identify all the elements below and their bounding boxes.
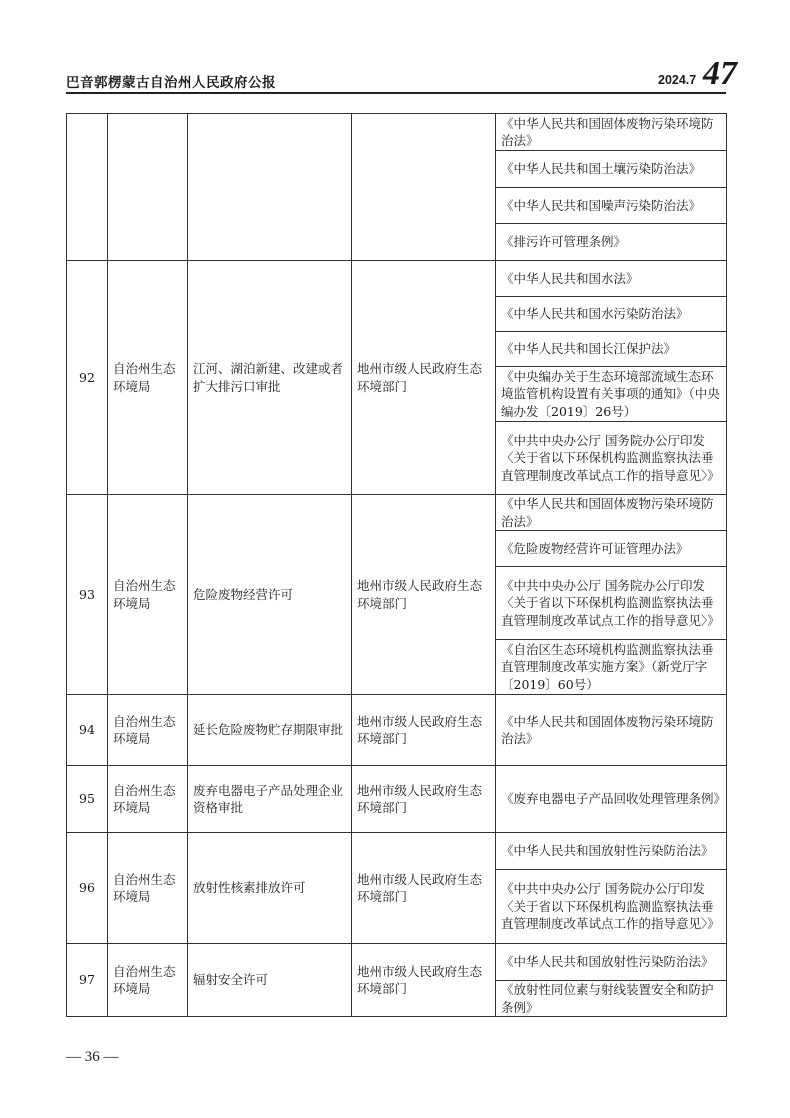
issue-date: 2024.7 xyxy=(658,73,697,87)
legal-basis: 《中华人民共和国土壤污染防治法》 xyxy=(496,151,727,188)
row-number xyxy=(67,114,108,261)
legal-basis: 《中华人民共和国固体废物污染环境防治法》 xyxy=(496,695,727,766)
table-row xyxy=(67,766,727,833)
row-number: 92 xyxy=(67,261,108,495)
approval-item: 江河、湖泊新建、改建或者扩大排污口审批 xyxy=(188,261,352,495)
row-number: 93 xyxy=(67,495,108,695)
table-row xyxy=(67,944,727,981)
page-footer-number: — 36 — xyxy=(66,1049,119,1065)
header-rule xyxy=(66,92,726,94)
approval-item: 放射性核素排放许可 xyxy=(188,833,352,944)
legal-basis: 《中华人民共和国放射性污染防治法》 xyxy=(496,833,727,870)
legal-basis: 《中华人民共和国水污染防治法》 xyxy=(496,297,727,332)
row-number: 95 xyxy=(67,766,108,833)
table-row xyxy=(67,261,727,297)
legal-basis: 《中华人民共和国水法》 xyxy=(496,261,727,297)
approval-item: 废弃电器电子产品处理企业资格审批 xyxy=(188,766,352,833)
implementing-authority: 地州市级人民政府生态环境部门 xyxy=(352,695,496,766)
responsible-department: 自治州生态环境局 xyxy=(108,495,188,695)
approval-items-table xyxy=(66,113,727,1017)
approval-item: 延长危险废物贮存期限审批 xyxy=(188,695,352,766)
legal-basis: 《中华人民共和国固体废物污染环境防治法》 xyxy=(496,114,727,151)
legal-basis: 《中华人民共和国固体废物污染环境防治法》 xyxy=(496,495,727,531)
legal-basis: 《中共中央办公厅 国务院办公厅印发〈关于省以下环保机构监测监察执法垂直管理制度改革试点工作的指导意见〉》 xyxy=(496,422,727,495)
legal-basis: 《排污许可管理条例》 xyxy=(496,224,727,261)
row-number: 96 xyxy=(67,833,108,944)
journal-title: 巴音郭楞蒙古自治州人民政府公报 xyxy=(66,75,276,91)
responsible-department: 自治州生态环境局 xyxy=(108,695,188,766)
row-number: 97 xyxy=(67,944,108,1017)
legal-basis: 《中央编办关于生态环境部流域生态环境监管机构设置有关事项的通知》（中央编办发〔2019〕26号） xyxy=(496,367,727,422)
legal-basis: 《中共中央办公厅 国务院办公厅印发〈关于省以下环保机构监测监察执法垂直管理制度改革试点工作的指导意见〉》 xyxy=(496,567,727,640)
legal-basis: 《中华人民共和国放射性污染防治法》 xyxy=(496,944,727,981)
table-row xyxy=(67,695,727,766)
approval-item xyxy=(188,114,352,261)
table-row xyxy=(67,114,727,151)
legal-basis: 《中华人民共和国长江保护法》 xyxy=(496,332,727,367)
table-row xyxy=(67,833,727,870)
responsible-department xyxy=(108,114,188,261)
approval-item: 危险废物经营许可 xyxy=(188,495,352,695)
implementing-authority xyxy=(352,114,496,261)
approval-item: 辐射安全许可 xyxy=(188,944,352,1017)
implementing-authority: 地州市级人民政府生态环境部门 xyxy=(352,944,496,1017)
legal-basis: 《废弃电器电子产品回收处理管理条例》 xyxy=(496,766,727,833)
implementing-authority: 地州市级人民政府生态环境部门 xyxy=(352,261,496,495)
legal-basis: 《中共中央办公厅 国务院办公厅印发〈关于省以下环保机构监测监察执法垂直管理制度改革试点工作的指导意见〉》 xyxy=(496,870,727,944)
implementing-authority: 地州市级人民政府生态环境部门 xyxy=(352,495,496,695)
row-number: 94 xyxy=(67,695,108,766)
responsible-department: 自治州生态环境局 xyxy=(108,261,188,495)
implementing-authority: 地州市级人民政府生态环境部门 xyxy=(352,833,496,944)
legal-basis: 《危险废物经营许可证管理办法》 xyxy=(496,531,727,567)
implementing-authority: 地州市级人民政府生态环境部门 xyxy=(352,766,496,833)
responsible-department: 自治州生态环境局 xyxy=(108,833,188,944)
header-page-number: 47 xyxy=(703,55,737,92)
legal-basis: 《放射性同位素与射线装置安全和防护条例》 xyxy=(496,981,727,1017)
responsible-department: 自治州生态环境局 xyxy=(108,944,188,1017)
responsible-department: 自治州生态环境局 xyxy=(108,766,188,833)
legal-basis: 《自治区生态环境机构监测监察执法垂直管理制度改革实施方案》（新党厅字〔2019〕60号） xyxy=(496,640,727,695)
legal-basis: 《中华人民共和国噪声污染防治法》 xyxy=(496,188,727,224)
table-row xyxy=(67,495,727,531)
